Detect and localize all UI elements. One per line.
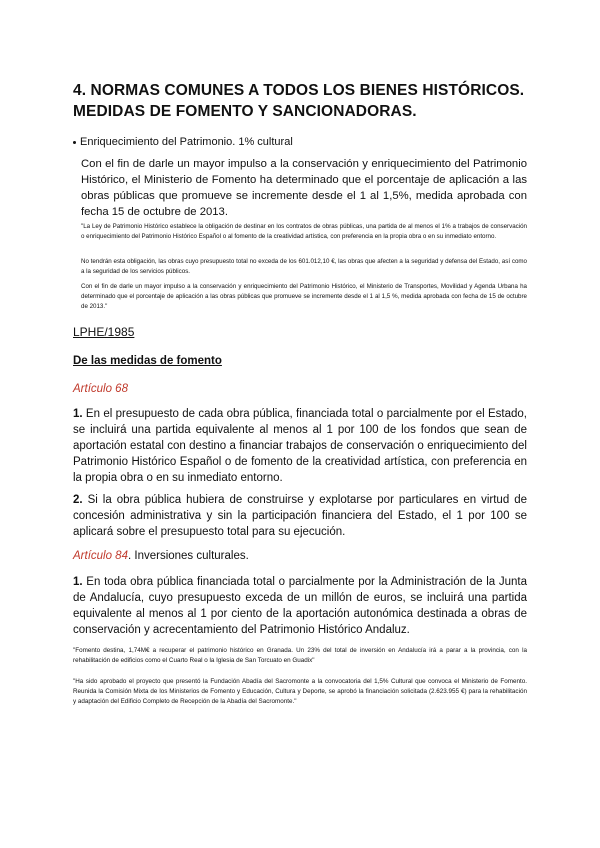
intro-paragraph: Con el fin de darle un mayor impulso a la conservación y enriquecimiento del Patrimonio Histórico, el Ministerio de Fomento ha determinado que el porcentaje de aplicación a las obras públicas que promueve se incremente desde el 1 al 1,5%, medida aprobada con fecha 15 de octubre de 2013. — [81, 158, 527, 218]
news-note: "Fomento destina, 1,74M€ a recuperar el patrimonio histórico en Granada. Un 23% del total de inversión en Andalucía irá a parar a la provincia, con la rehabilitación de edificios como el Cuarto Real o la Iglesia de San Torcuato en Guadix" — [73, 647, 527, 664]
article-84-paragraph-1 — [73, 574, 527, 638]
paragraph-text: En toda obra pública financiada total o parcialmente por la Administración de la Junta de Andalucía, cuyo presupuesto exceda de un millón de euros, se incluirá una partida equivalente al menos al 1 por ciento de la aportación autonómica destinada a obras de conservación y acrecentamiento del Patrimonio Histórico Andaluz. — [73, 576, 527, 636]
article-84-heading — [73, 550, 249, 562]
article-68-paragraph-1 — [73, 406, 527, 486]
article-84-label: Artículo 84 — [73, 550, 128, 562]
bullet-heading — [73, 136, 293, 148]
fomento-heading: De las medidas de fomento — [73, 355, 222, 367]
news-note: "Ha sido aprobado el proyecto que presentó la Fundación Abadía del Sacromonte a la convocatoria del 1,5% Cultural que convoca el Ministerio de Fomento. Reunida la Comisión Mixta de los Ministerios de Fomento y Educación, Cultura y Deporte, se aprobó la financiación solicitada (2.623.955 €) para la rehabilitación y adaptación del Edificio Completo de Recepción de la Abadía del Sacromonte." — [73, 678, 527, 705]
paragraph-number: 1. — [73, 408, 83, 420]
paragraph-number: 1. — [73, 576, 83, 588]
page-title: 4. NORMAS COMUNES A TODOS LOS BIENES HISTÓRICOS. MEDIDAS DE FOMENTO Y SANCIONADORAS. — [73, 82, 525, 120]
quote-note: No tendrán esta obligación, las obras cuyo presupuesto total no exceda de los 601.012,10 €, las obras que afecten a la seguridad y defensa del Estado, así como a la seguridad de los servicios públicos. — [81, 258, 527, 275]
quote-note: "La Ley de Patrimonio Histórico establece la obligación de destinar en los contratos de obras públicas, una partida de al menos el 1% a trabajos de conservación o enriquecimiento del Patrimonio Histórico Español o al fomento de la creatividad artística, con preferencia en la propia obra o en su inmediato entorno. — [81, 223, 527, 240]
article-68-paragraph-2 — [73, 492, 527, 540]
quote-note: Con el fin de darle un mayor impulso a la conservación y enriquecimiento del Patrimonio Histórico, el Ministerio de Transportes, Movilidad y Agenda Urbana ha determinado que el porcentaje de aplicación a las obras públicas que promueve se incremente desde el 1 al 1,5 %, medida aprobada con fecha de 15 de octubre de 2013." — [81, 283, 527, 310]
article-68-heading: Artículo 68 — [73, 383, 128, 395]
paragraph-text: En el presupuesto de cada obra pública, financiada total o parcialmente por el Estado, se incluirá una partida equivalente al menos al 1 por 100 de los fondos que sean de aportación estatal con destino a financiar trabajos de conservación o enriquecimiento del Patrimonio Histórico Español o de fomento de la creatividad artística, con preferencia en la propia obra o en su inmediato entorno. — [73, 408, 527, 484]
bullet-heading-text: Enriquecimiento del Patrimonio. 1% cultural — [80, 136, 293, 148]
law-reference: LPHE/1985 — [73, 325, 135, 339]
paragraph-number: 2. — [73, 494, 83, 506]
article-84-title: . Inversiones culturales. — [127, 550, 249, 562]
bullet-icon — [73, 141, 76, 144]
paragraph-text: Si la obra pública hubiera de construirse y explotarse por particulares en virtud de concesión administrativa y sin la participación financiera del Estado, el 1 por 100 se aplicará sobre el presupuesto total para su ejecución. — [73, 494, 527, 538]
